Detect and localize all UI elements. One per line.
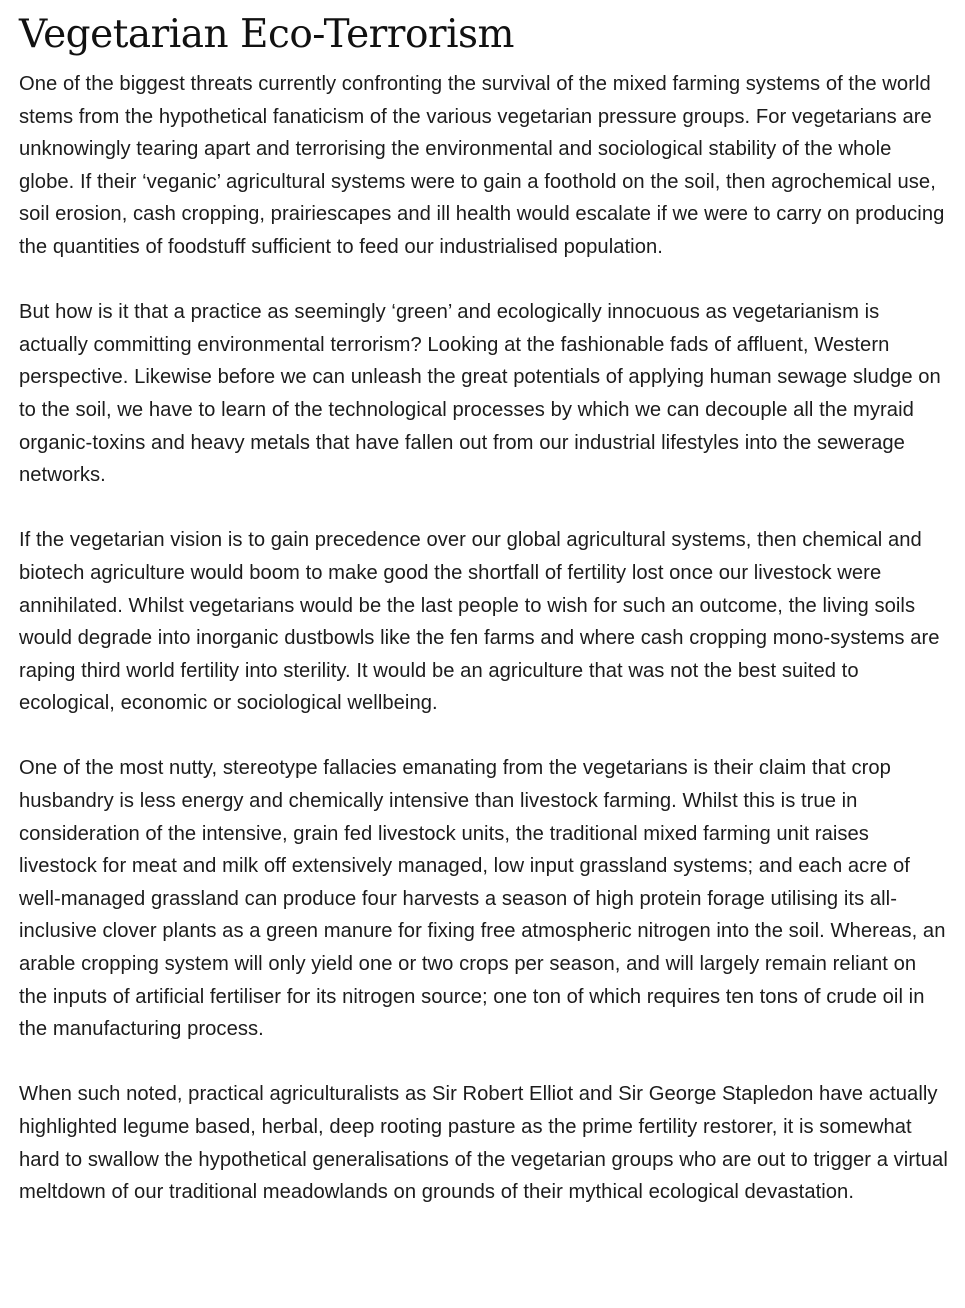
article-title: Vegetarian Eco-Terrorism xyxy=(19,12,515,57)
article xyxy=(0,12,949,1209)
paragraph-3: If the vegetarian vision is to gain precedence over our global agricultural systems, then chemical and biotech agriculture would boom to make good the shortfall of fertility lost once our livestock were annihilated. Whilst vegetarians would be the last people to wish for such an outcome, the living soils would degrade into inorganic dustbowls like the fen farms and where cash cropping mono-systems are raping third world fertility into sterility. It would be an agriculture that was not the best suited to ecological, economic or sociological wellbeing. xyxy=(19,529,940,715)
paragraph-2: But how is it that a practice as seemingly ‘green’ and ecologically innocuous as vegetarianism is actually committing environmental terrorism? Looking at the fashionable fads of affluent, Western perspective. Likewise before we can unleash the great potentials of applying human sewage sludge on to the soil, we have to learn of the technological processes by which we can decouple all the myraid organic-toxins and heavy metals that have fallen out from our industrial lifestyles into the sewerage networks. xyxy=(19,301,941,487)
paragraph-4: One of the most nutty, stereotype fallacies emanating from the vegetarians is their claim that crop husbandry is less energy and chemically intensive than livestock farming. Whilst this is true in consideration of the intensive, grain fed livestock units, the traditional mixed farming unit raises livestock for meat and milk off extensively managed, low input grassland systems; and each acre of well-managed grassland can produce four harvests a season of high protein forage utilising its all-inclusive clover plants as a green manure for fixing free atmospheric nitrogen into the soil. Whereas, an arable cropping system will only yield one or two crops per season, and will largely remain reliant on the inputs of artificial fertiliser for its nitrogen source; one ton of which requires ten tons of crude oil in the manufacturing process. xyxy=(19,757,946,1041)
paragraph-1: One of the biggest threats currently confronting the survival of the mixed farming systems of the world stems from the hypothetical fanaticism of the various vegetarian pressure groups. For vegetarians are unknowingly tearing apart and terrorising the environmental and sociological stability of the whole globe. If their ‘veganic’ agricultural systems were to gain a foothold on the soil, then agrochemical use, soil erosion, cash cropping, prairiescapes and ill health would escalate if we were to carry on producing the quantities of foodstuff sufficient to feed our industrialised population. xyxy=(19,73,945,258)
paragraph-5: When such noted, practical agriculturalists as Sir Robert Elliot and Sir George Stapledon have actually highlighted legume based, herbal, deep rooting pasture as the prime fertility restorer, it is somewhat hard to swallow the hypothetical generalisations of the vegetarian groups who are out to trigger a virtual meltdown of our traditional meadowlands on grounds of their mythical ecological devastation. xyxy=(19,1083,948,1204)
article-body xyxy=(19,68,949,1209)
